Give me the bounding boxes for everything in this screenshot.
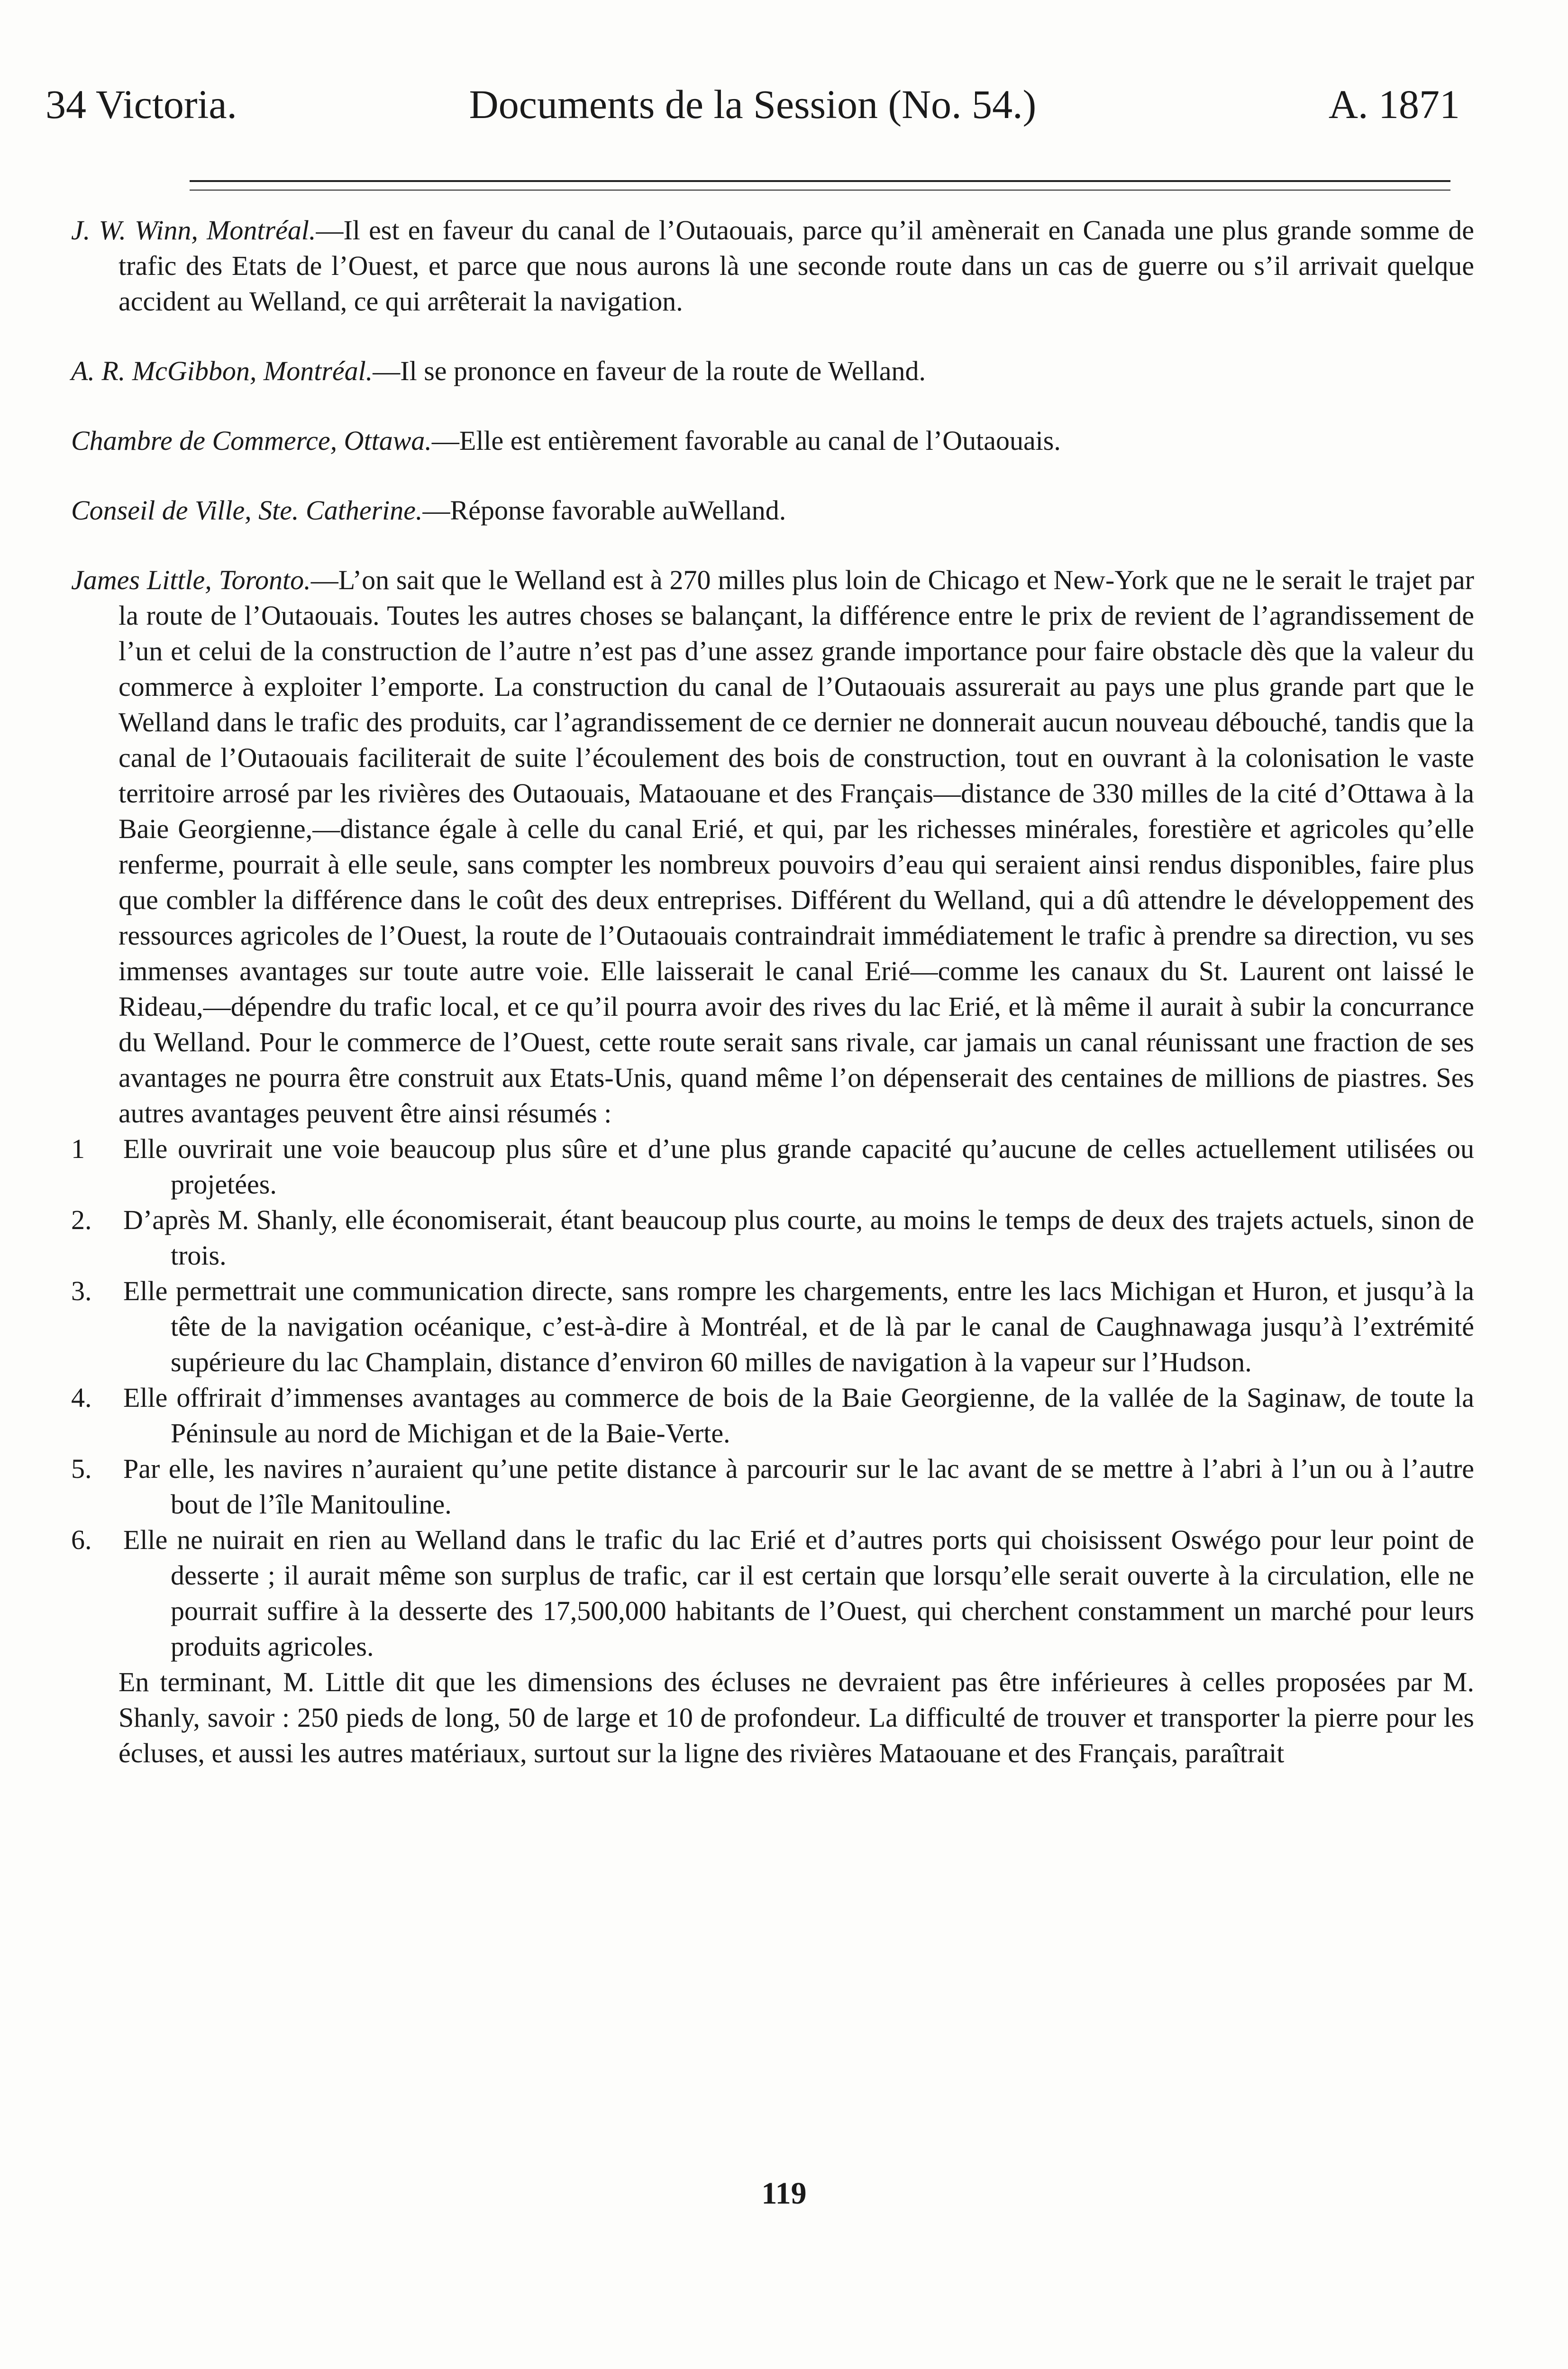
list-item	[71, 1451, 1474, 1522]
entry-text: —Elle est entièrement favorable au canal de l’Outaouais.	[431, 425, 1061, 456]
entry-chambre-commerce	[71, 423, 1474, 458]
header-rule-top	[190, 180, 1450, 182]
list-item-text: Elle offrirait d’immenses avantages au commerce de bois de la Baie Georgienne, de la vallée de la Saginaw, de toute la Péninsule au nord de Michigan et de la Baie-Verte.	[123, 1382, 1474, 1449]
list-item-number: 6.	[71, 1524, 92, 1555]
page-number: 119	[761, 2176, 807, 2211]
list-item-number: 3.	[71, 1276, 92, 1306]
entry-mcgibbon	[71, 353, 1474, 389]
header-volume: 34 Victoria.	[46, 82, 237, 127]
list-item-number: 4.	[71, 1382, 92, 1413]
header-title: Documents de la Session (No. 54.)	[469, 82, 1037, 127]
entry-text: —Réponse favorable auWelland.	[422, 495, 786, 526]
list-item-number: 2.	[71, 1204, 92, 1235]
closing-paragraph: En terminant, M. Little dit que les dimensions des écluses ne devraient pas être inférieures à celles proposées par M. Shanly, savoir : 250 pieds de long, 50 de large et 10 de profondeur. La difficulté de trouver et transporter la pierre pour les écluses, et aussi les autres matériaux, surtout sur la ligne des rivières Mataouane et des Français, paraîtrait	[119, 1667, 1474, 1768]
list-item-text: D’après M. Shanly, elle économiserait, étant beaucoup plus courte, au moins le temps de deux des trajets actuels, sinon de trois.	[123, 1204, 1474, 1271]
entry-author: Conseil de Ville, Ste. Catherine.	[71, 495, 423, 526]
entry-little	[71, 562, 1474, 1131]
list-item	[71, 1380, 1474, 1451]
list-item-number: 5.	[71, 1453, 92, 1484]
list-item-text: Elle ouvrirait une voie beaucoup plus sûre et d’une plus grande capacité qu’aucune de celles actuellement utilisées ou projetées.	[123, 1133, 1474, 1200]
list-item-text: Elle permettrait une communication directe, sans rompre les chargements, entre les lacs Michigan et Huron, et jusqu’à la tête de la navigation océanique, c’est-à-dire à Montréal, et de là par le canal de Caughnawaga jusqu’à l’extrémité supérieure du lac Champlain, distance d’environ 60 milles de navigation à la vapeur sur l’Hudson.	[123, 1276, 1474, 1377]
entry-author: Chambre de Commerce, Ottawa.	[71, 425, 432, 456]
header-rule-bottom	[190, 190, 1450, 191]
list-item	[71, 1131, 1474, 1202]
list-item	[71, 1202, 1474, 1273]
header-year: A. 1871	[1328, 82, 1460, 127]
entry-text: —Il est en faveur du canal de l’Outaouais, parce qu’il amènerait en Canada une plus grande somme de trafic des Etats de l’Ouest, et parce que nous aurons là une seconde route dans un cas de guerre ou s’il arrivait quelque accident au Welland, ce qui arrêterait la navigation.	[119, 215, 1474, 317]
advantages-list	[71, 1131, 1474, 1664]
entry-author: A. R. McGibbon, Montréal.	[71, 355, 373, 386]
list-item-text: Elle ne nuirait en rien au Welland dans le trafic du lac Erié et d’autres ports qui choisissent Oswégo pour leur point de desserte ; il aurait même son surplus de trafic, car il est certain que lorsqu’elle serait ouverte à la circulation, elle ne pourrait suffire à la desserte des 17,500,000 habitants de l’Ouest, qui cherchent constamment un marché pour leurs produits agricoles.	[123, 1524, 1474, 1662]
entry-author: J. W. Winn, Montréal.	[71, 215, 316, 246]
entry-conseil-ville	[71, 492, 1474, 528]
entry-text: —Il se prononce en faveur de la route de Welland.	[373, 355, 926, 386]
entry-winn	[71, 212, 1474, 319]
list-item	[71, 1522, 1474, 1664]
page-body	[71, 212, 1474, 1771]
list-item-number: 1	[71, 1133, 85, 1164]
list-item	[71, 1273, 1474, 1380]
entry-text: —L’on sait que le Welland est à 270 milles plus loin de Chicago et New-York que ne le serait le trajet par la route de l’Outaouais. Toutes les autres choses se balançant, la différence entre le prix de revient de l’agrandissement de l’un et celui de la construction de l’autre n’est pas d’une assez grande importance pour faire obstacle dès que la valeur du commerce à exploiter l’emporte. La construction du canal de l’Outaouais assurerait au pays une plus grande part que le Welland dans le trafic des produits, car l’agrandissement de ce dernier ne donnerait aucun nouveau débouché, tandis que la canal de l’Outaouais faciliterait de suite l’écoulement des bois de construction, tout en ouvrant à la colonisation le vaste territoire arrosé par les rivières des Outaouais, Mataouane et des Français—distance de 330 milles de la cité d’Ottawa à la Baie Georgienne,—distance égale à celle du canal Erié, et qui, par les richesses minérales, forestière et agricoles qu’elle renferme, pourrait à elle seule, sans compter les nombreux pouvoirs d’eau qui seraient ainsi rendus disponibles, faire plus que combler la différence dans le coût des deux entreprises. Différent du Welland, qui a dû attendre le développement des ressources agricoles de l’Ouest, la route de l’Outaouais contraindrait immédiatement le trafic à prendre sa direction, vu ses immenses avantages sur toute autre voie. Elle laisserait le canal Erié—comme les canaux du St. Laurent ont laissé le Rideau,—dépendre du trafic local, et ce qu’il pourra avoir des rives du lac Erié, et là même il aurait à subir la concurrance du Welland. Pour le commerce de l’Ouest, cette route serait sans rivale, car jamais un canal réunissant une fraction de ses avantages ne pourra être construit aux Etats-Unis, quand même l’on dépenserait des centaines de millions de piastres. Ses autres avantages peuvent être ainsi résumés :	[119, 565, 1474, 1129]
entry-author: James Little, Toronto.	[71, 565, 311, 595]
page-header	[46, 76, 1460, 133]
list-item-text: Par elle, les navires n’auraient qu’une petite distance à parcourir sur le lac avant de se mettre à l’abri à l’un ou à l’autre bout de l’île Manitouline.	[123, 1453, 1474, 1520]
